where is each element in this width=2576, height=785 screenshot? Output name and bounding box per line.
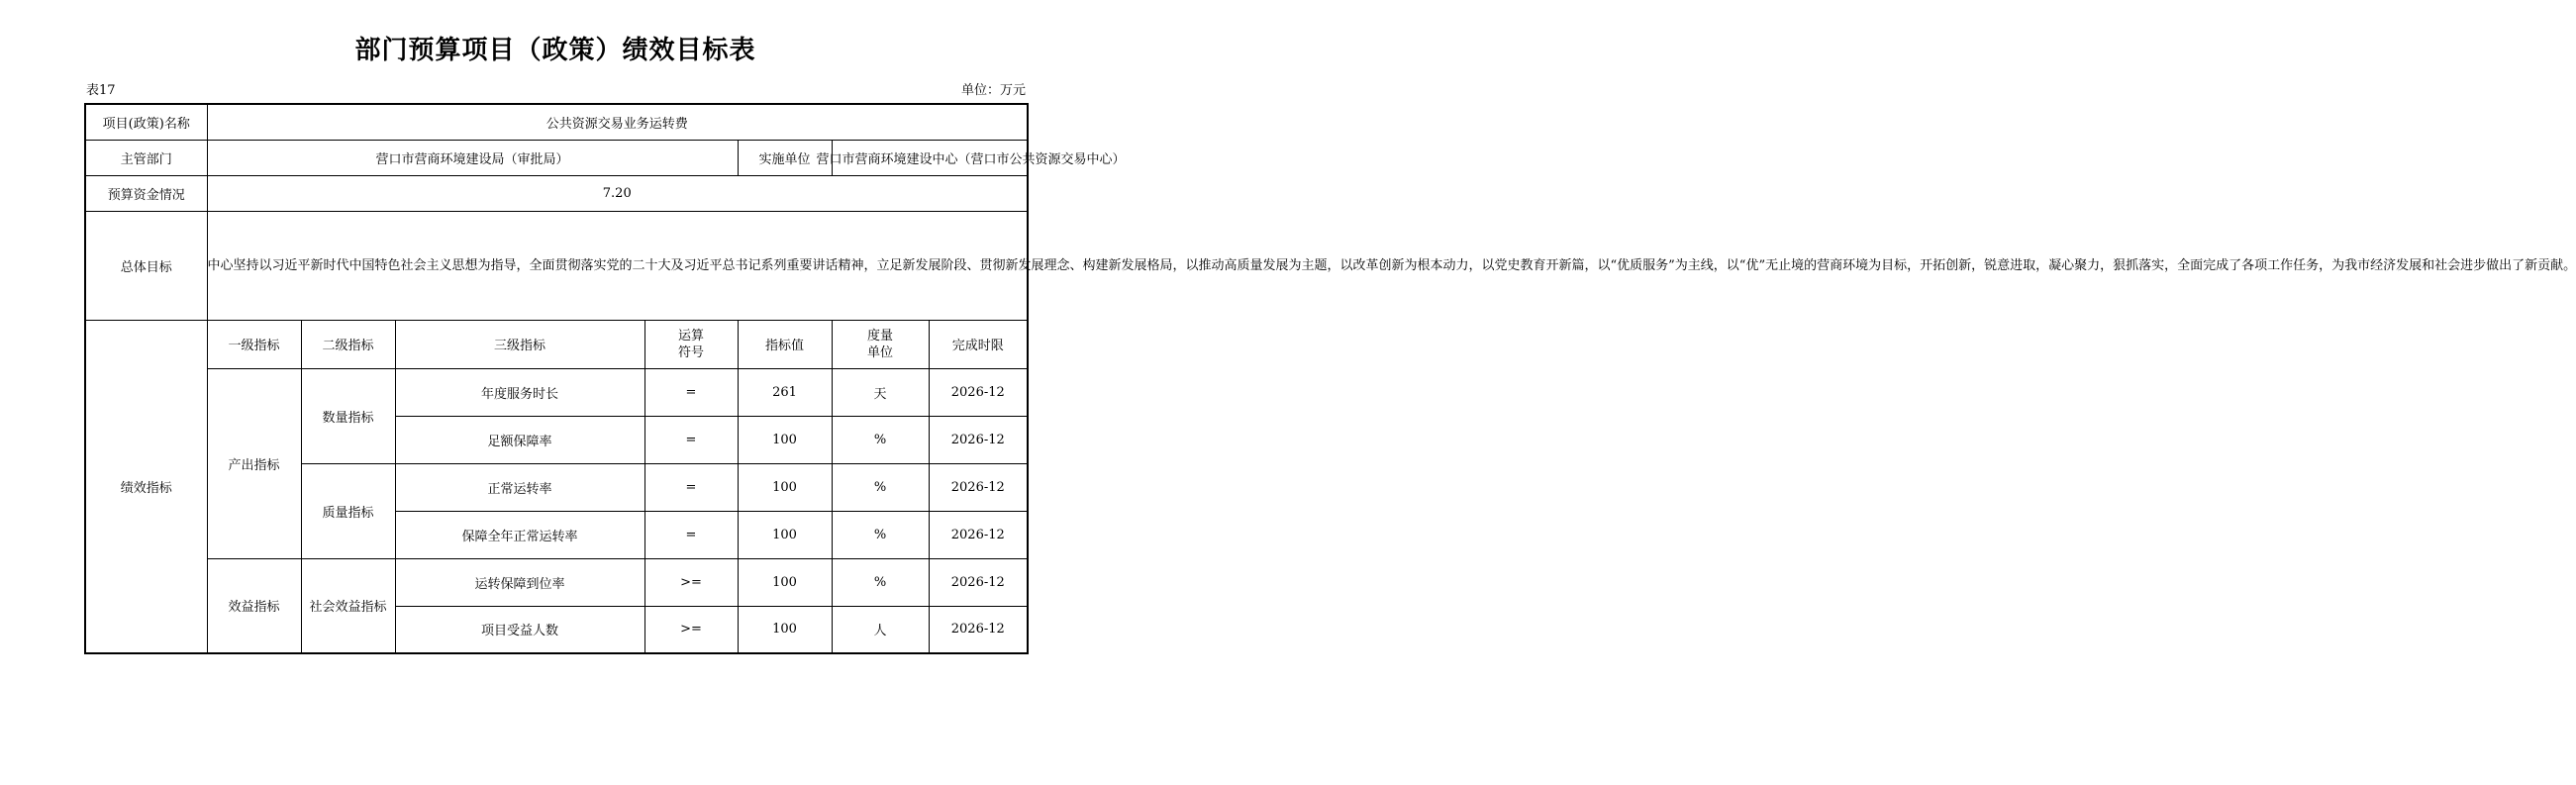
indicator-unit: % bbox=[832, 463, 929, 511]
table-row bbox=[85, 368, 1028, 416]
header-operator: 运算 符号 bbox=[644, 320, 738, 368]
indicator-value: 100 bbox=[738, 606, 832, 653]
indicator-deadline: 2026-12 bbox=[929, 416, 1028, 463]
department-value: 营口市营商环境建设局（审批局） bbox=[207, 140, 738, 175]
header-unit: 度量 单位 bbox=[832, 320, 929, 368]
unit-label: 单位：万元 bbox=[960, 83, 1026, 98]
group-quantity: 数量指标 bbox=[301, 368, 395, 463]
indicator-unit: % bbox=[832, 558, 929, 606]
performance-indicators-label: 绩效指标 bbox=[85, 320, 207, 653]
indicator-name: 年度服务时长 bbox=[395, 368, 644, 416]
indicator-value: 100 bbox=[738, 511, 832, 558]
indicator-operator: >= bbox=[644, 606, 738, 653]
header-deadline: 完成时限 bbox=[929, 320, 1028, 368]
indicator-operator: = bbox=[644, 463, 738, 511]
indicator-name: 正常运转率 bbox=[395, 463, 644, 511]
group-quality: 质量指标 bbox=[301, 463, 395, 558]
department-row bbox=[85, 140, 1028, 175]
indicator-deadline: 2026-12 bbox=[929, 606, 1028, 653]
indicator-name: 运转保障到位率 bbox=[395, 558, 644, 606]
indicator-operator: = bbox=[644, 368, 738, 416]
project-name-label: 项目(政策)名称 bbox=[85, 104, 207, 140]
table-number: 表17 bbox=[86, 83, 116, 98]
implementing-unit-value: 营口市营商环境建设中心（营口市公共资源交易中心） bbox=[832, 140, 1028, 175]
indicator-value: 100 bbox=[738, 416, 832, 463]
indicator-deadline: 2026-12 bbox=[929, 558, 1028, 606]
indicator-header-row bbox=[85, 320, 1028, 368]
header-level1: 一级指标 bbox=[207, 320, 301, 368]
indicator-operator: >= bbox=[644, 558, 738, 606]
project-name-value: 公共资源交易业务运转费 bbox=[207, 104, 1028, 140]
group-social-benefit: 社会效益指标 bbox=[301, 558, 395, 653]
table-row bbox=[85, 558, 1028, 606]
indicator-operator: = bbox=[644, 416, 738, 463]
page-title: 部门预算项目（政策）绩效目标表 bbox=[354, 36, 756, 65]
indicator-deadline: 2026-12 bbox=[929, 463, 1028, 511]
indicator-deadline: 2026-12 bbox=[929, 368, 1028, 416]
department-label: 主管部门 bbox=[85, 140, 207, 175]
indicator-value: 100 bbox=[738, 558, 832, 606]
overall-goal-text: 中心坚持以习近平新时代中国特色社会主义思想为指导，全面贯彻落实党的二十大及习近平总书记系列重要讲话精神，立足新发展阶段、贯彻新发展理念、构建新发展格局，以推动高质量发展为主题，以改革创新为根本动力，以党史教育开新篇，以“优质服务”为主线，以“优”无止境的营商环境为目标，开拓创新，锐意进取，凝心聚力，狠抓落实，全面完成了各项工作任务，为我市经济发展和社会进步做出了新贡献。 bbox=[207, 211, 1028, 320]
indicator-unit: 人 bbox=[832, 606, 929, 653]
indicator-unit: % bbox=[832, 511, 929, 558]
group-benefit: 效益指标 bbox=[207, 558, 301, 653]
header-level2: 二级指标 bbox=[301, 320, 395, 368]
indicator-deadline: 2026-12 bbox=[929, 511, 1028, 558]
header-level3: 三级指标 bbox=[395, 320, 644, 368]
indicator-name: 足额保障率 bbox=[395, 416, 644, 463]
budget-row bbox=[85, 175, 1028, 211]
indicator-unit: 天 bbox=[832, 368, 929, 416]
project-name-row bbox=[85, 104, 1028, 140]
header-value: 指标值 bbox=[738, 320, 832, 368]
indicator-name: 项目受益人数 bbox=[395, 606, 644, 653]
indicator-value: 261 bbox=[738, 368, 832, 416]
budget-label: 预算资金情况 bbox=[85, 175, 207, 211]
indicator-value: 100 bbox=[738, 463, 832, 511]
overall-goal-row bbox=[85, 211, 1028, 320]
overall-goal-label: 总体目标 bbox=[85, 211, 207, 320]
performance-table bbox=[84, 103, 2576, 654]
indicator-name: 保障全年正常运转率 bbox=[395, 511, 644, 558]
indicator-unit: % bbox=[832, 416, 929, 463]
budget-value: 7.20 bbox=[207, 175, 1028, 211]
indicator-operator: = bbox=[644, 511, 738, 558]
group-output: 产出指标 bbox=[207, 368, 301, 558]
implementing-unit-label: 实施单位 bbox=[738, 140, 832, 175]
